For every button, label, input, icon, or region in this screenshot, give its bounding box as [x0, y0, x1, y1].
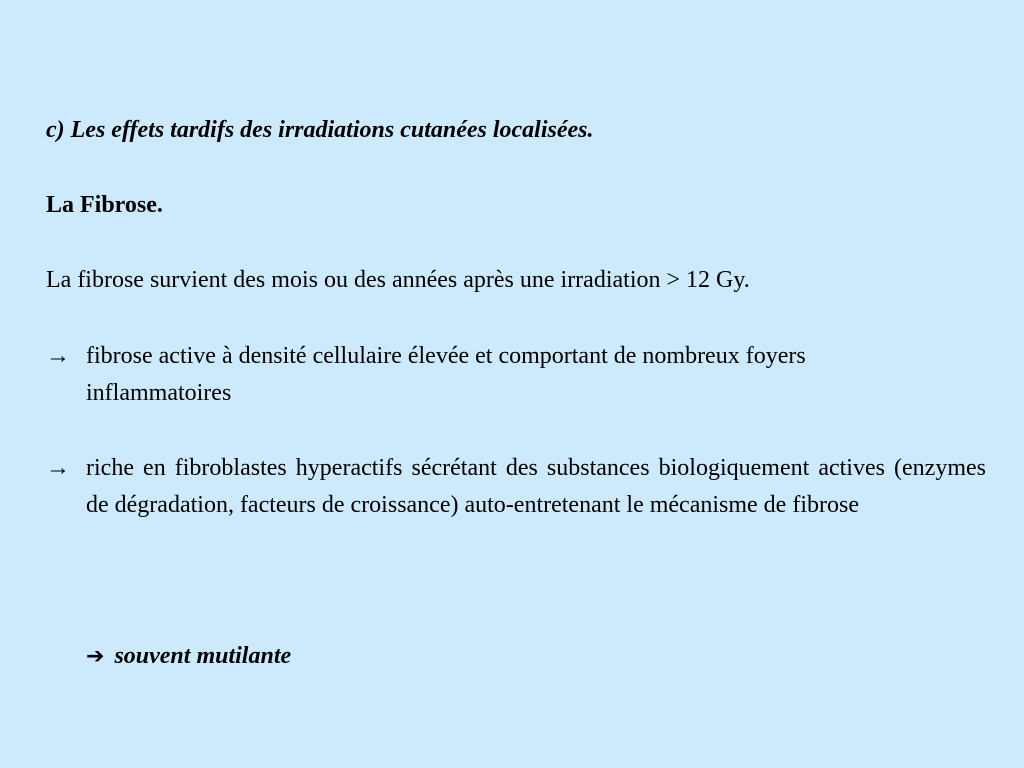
arrow-right-icon: →: [46, 343, 70, 369]
intro-paragraph: La fibrose survient des mois ou des années après une irradiation > 12 Gy.: [46, 267, 750, 293]
bullet-text-content: fibrose active à densité cellulaire élevée et comportant de nombreux foyers inflammatoires: [86, 343, 806, 406]
bullet-item: [46, 338, 986, 412]
conclusion: [86, 638, 291, 675]
conclusion-text: souvent mutilante: [114, 643, 292, 669]
section-heading: La Fibrose.: [46, 192, 163, 218]
section-subtitle: c) Les effets tardifs des irradiations cutanées localisées.: [46, 117, 594, 143]
bullet-text: riche en fibroblastes hyperactifs sécrétant des substances biologiquement actives (enzymes de dégradation, facteurs de croissance) auto-entretenant le mécanisme de fibrose: [86, 455, 986, 518]
bold-arrow-right-icon: ➔: [86, 644, 105, 669]
bullet-item: [46, 450, 986, 524]
bullet-text: [46, 338, 986, 412]
arrow-right-icon: →: [46, 455, 70, 481]
